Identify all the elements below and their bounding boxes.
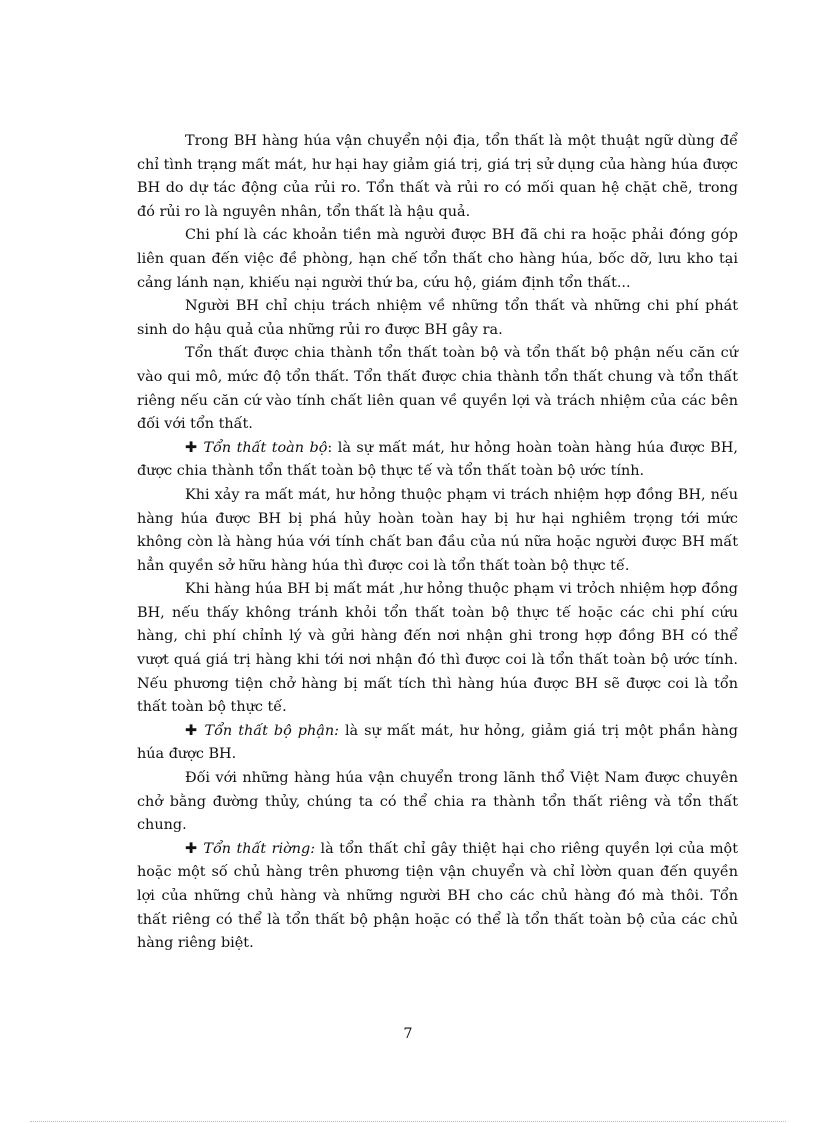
bullet-paragraph: [137, 437, 738, 484]
bullet-paragraph: [137, 838, 738, 956]
body-text: [137, 130, 738, 956]
paragraph: Khi hàng húa BH bị mất mát ,hư hỏng thuộc phạm vi trỏch nhiệm hợp đồng BH, nếu thấy không tránh khỏi tổn thất toàn bộ thực tế hoặc các chi phí cứu hàng, chi phí chỉnh lý và gửi hàng đến nơi nhận ghi trong hợp đồng BH có thể vượt quá giá trị hàng khi tới nơi nhận đó thì được coi là tổn thất toàn bộ ước tính. Nếu phương tiện chở hàng bị mất tích thì hàng húa được BH sẽ được coi là tổn thất toàn bộ thực tế.: [137, 581, 738, 716]
term-particular-loss: Tổn thất riờng:: [203, 840, 316, 857]
paragraph: Người BH chỉ chịu trách nhiệm về những tổn thất và những chi phí phát sinh do hậu quả của những rủi ro được BH gây ra.: [137, 298, 738, 338]
plus-bullet-icon: ✚: [185, 722, 199, 739]
paragraph: Chi phí là các khoản tiền mà người được BH đã chi ra hoặc phải đóng góp liên quan đến việc đề phòng, hạn chế tổn thất cho hàng húa, bốc dỡ, lưu kho tại cảng lánh nạn, khiếu nại người thứ ba, cứu hộ, giám định tổn thất...: [137, 227, 738, 291]
page-number: 7: [403, 1026, 413, 1042]
plus-bullet-icon: ✚: [185, 439, 198, 456]
paragraph-body: là tổn thất chỉ gây thiệt hại cho riêng quyền lợi của một hoặc một số chủ hàng trên phương tiện vận chuyển và chỉ lờờn quan đến quyền lợi của những chủ hàng và những người BH cho các chủ hàng đó mà thôi. Tổn thất riêng có thể là tổn thất bộ phận hoặc có thể là tổn thất toàn bộ của các chủ hàng riêng biệt.: [137, 840, 738, 952]
paragraph: Trong BH hàng húa vận chuyển nội địa, tổn thất là một thuật ngữ dùng để chỉ tình trạng mất mát, hư hại hay giảm giá trị, giá trị sử dụng của hàng húa được BH do dự tác động của rủi ro. Tổn thất và rủi ro có mối quan hệ chặt chẽ, trong đó rủi ro là nguyên nhân, tổn thất là hậu quả.: [137, 133, 738, 220]
term-partial-loss: Tổn thất bộ phận:: [204, 722, 339, 739]
plus-bullet-icon: ✚: [185, 840, 198, 857]
bullet-paragraph: [137, 720, 738, 767]
paragraph-body: : là sự mất mát, hư hỏng hoàn toàn hàng húa được BH, được chia thành tổn thất toàn bộ thực tế và tổn thất toàn bộ ước tính.: [137, 439, 739, 480]
paragraph-body: là sự mất mát, hư hỏng, giảm giá trị một phần hàng húa được BH.: [137, 722, 738, 763]
paragraph: Khi xảy ra mất mát, hư hỏng thuộc phạm vi trách nhiệm hợp đồng BH, nếu hàng húa được BH bị phá hủy hoàn toàn hay bị hư hại nghiêm trọng tới mức không còn là hàng húa với tính chất ban đầu của nú nữa hoặc người được BH mất hẳn quyền sở hữu hàng húa thì được coi là tổn thất toàn bộ thực tế.: [137, 486, 738, 574]
paragraph: Tổn thất được chia thành tổn thất toàn bộ và tổn thất bộ phận nếu căn cứ vào qui mô, mức độ tổn thất. Tổn thất được chia thành tổn thất chung và tổn thất riêng nếu căn cứ vào tính chất liên quan về quyền lợi và trách nhiệm của các bên đối với tổn thất.: [137, 345, 738, 433]
page-bottom-divider: [30, 1121, 786, 1122]
paragraph: Đối với những hàng húa vận chuyển trong lãnh thổ Việt Nam được chuyên chở bằng đường thủy, chúng ta có thể chia ra thành tổn thất riêng và tổn thất chung.: [137, 770, 738, 834]
term-total-loss: Tổn thất toàn bộ: [203, 439, 328, 456]
